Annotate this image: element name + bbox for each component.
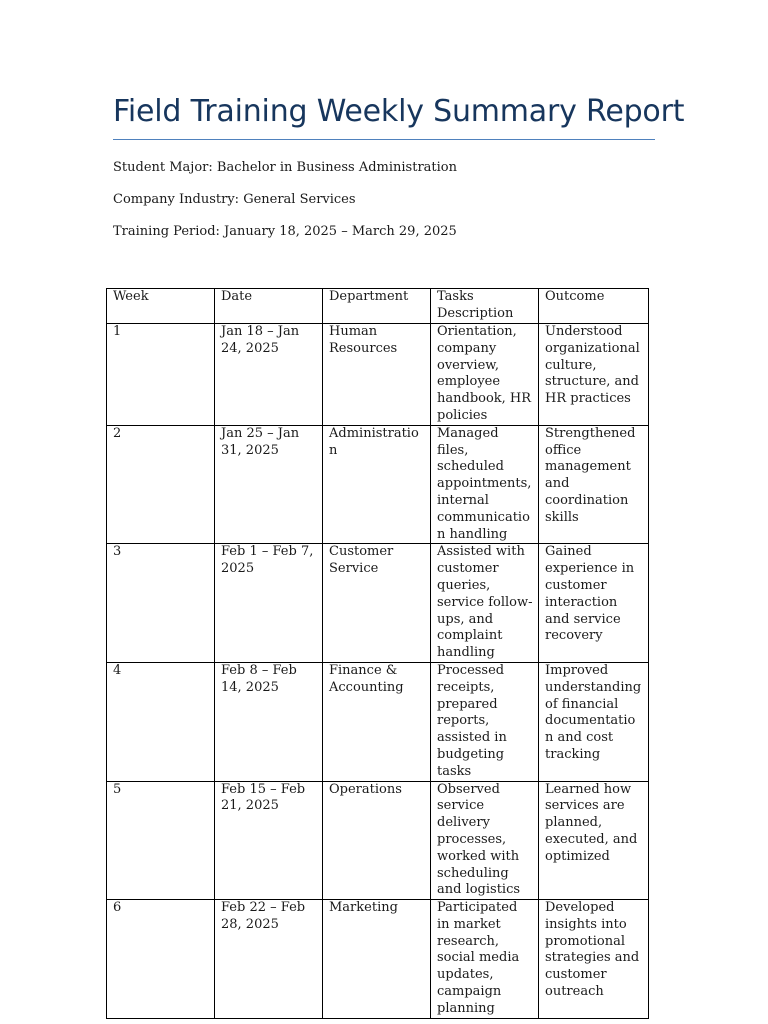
table-row [107, 662, 649, 781]
cell-date: Feb 15 – Feb 21, 2025 [215, 781, 323, 900]
cell-date: Jan 18 – Jan 24, 2025 [215, 324, 323, 426]
table-header-row [107, 289, 649, 324]
student-major-line: Student Major: Bachelor in Business Administration [113, 160, 457, 175]
cell-department: Customer Service [323, 544, 431, 663]
cell-date: Feb 1 – Feb 7, 2025 [215, 544, 323, 663]
table-row [107, 324, 649, 426]
cell-tasks: Processed receipts, prepared reports, assisted in budgeting tasks [431, 662, 539, 781]
cell-week: 5 [107, 781, 215, 900]
header-department: Department [323, 289, 431, 324]
cell-tasks: Managed files, scheduled appointments, internal communication handling [431, 425, 539, 544]
cell-outcome: Gained experience in customer interaction and service recovery [539, 544, 649, 663]
cell-department: Human Resources [323, 324, 431, 426]
cell-date: Feb 8 – Feb 14, 2025 [215, 662, 323, 781]
table-row [107, 544, 649, 663]
cell-department: Administration [323, 425, 431, 544]
cell-outcome: Learned how services are planned, executed, and optimized [539, 781, 649, 900]
header-outcome: Outcome [539, 289, 649, 324]
cell-outcome: Strengthened office management and coordination skills [539, 425, 649, 544]
cell-department: Marketing [323, 900, 431, 1019]
table-row [107, 425, 649, 544]
cell-tasks: Observed service delivery processes, worked with scheduling and logistics [431, 781, 539, 900]
cell-outcome: Developed insights into promotional strategies and customer outreach [539, 900, 649, 1019]
header-tasks-description: Tasks Description [431, 289, 539, 324]
cell-week: 3 [107, 544, 215, 663]
cell-tasks: Orientation, company overview, employee handbook, HR policies [431, 324, 539, 426]
cell-outcome: Improved understanding of financial documentation and cost tracking [539, 662, 649, 781]
cell-outcome: Understood organizational culture, structure, and HR practices [539, 324, 649, 426]
cell-date: Jan 25 – Jan 31, 2025 [215, 425, 323, 544]
cell-tasks: Participated in market research, social media updates, campaign planning [431, 900, 539, 1019]
cell-department: Finance & Accounting [323, 662, 431, 781]
cell-week: 4 [107, 662, 215, 781]
cell-week: 6 [107, 900, 215, 1019]
cell-week: 1 [107, 324, 215, 426]
company-industry-line: Company Industry: General Services [113, 192, 356, 207]
header-date: Date [215, 289, 323, 324]
page-title: Field Training Weekly Summary Report [113, 94, 685, 129]
header-week: Week [107, 289, 215, 324]
training-period-line: Training Period: January 18, 2025 – March 29, 2025 [113, 224, 457, 239]
cell-tasks: Assisted with customer queries, service follow-ups, and complaint handling [431, 544, 539, 663]
cell-date: Feb 22 – Feb 28, 2025 [215, 900, 323, 1019]
cell-week: 2 [107, 425, 215, 544]
table-row [107, 781, 649, 900]
cell-department: Operations [323, 781, 431, 900]
weekly-summary-table [106, 288, 649, 1019]
title-underline [113, 139, 655, 140]
table-row [107, 900, 649, 1019]
